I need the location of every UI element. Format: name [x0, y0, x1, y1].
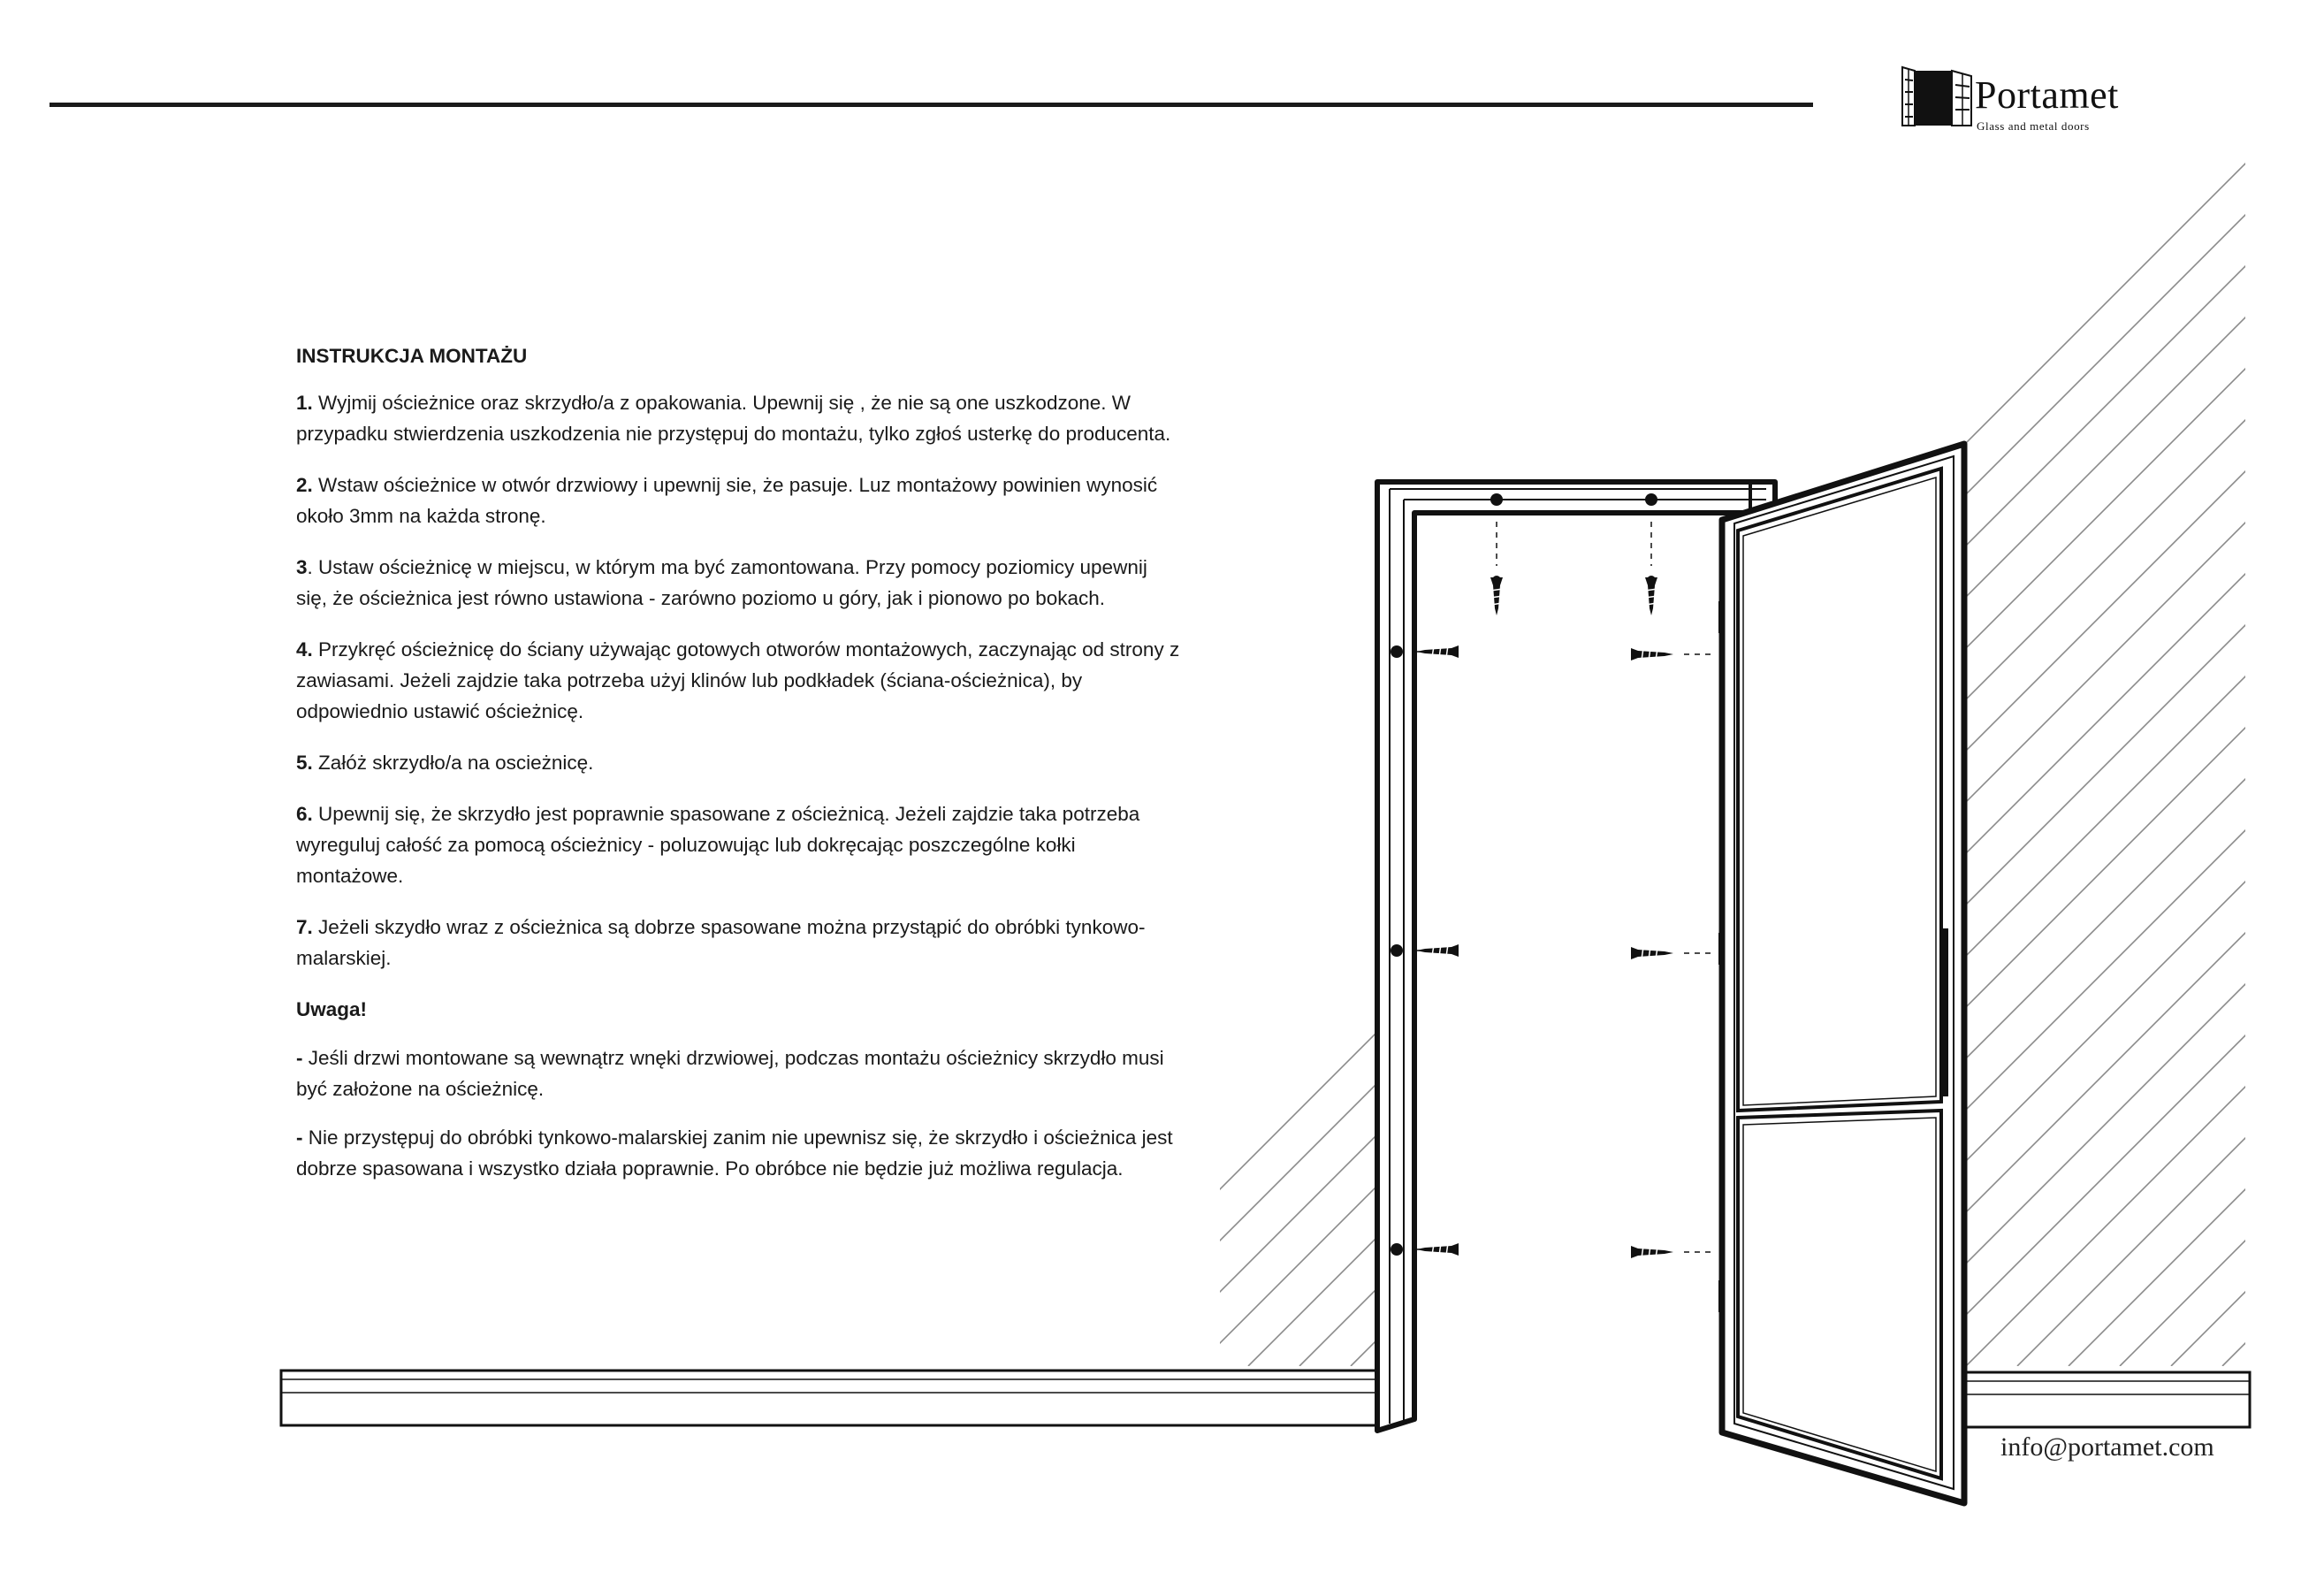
step-text: Załóż skrzydło/a na oscieżnicę.: [318, 752, 594, 774]
step-number: 1.: [296, 392, 313, 414]
step-text: Wyjmij ościeżnice oraz skrzydło/a z opakowania. Upewnij się , że nie są one uszkodzone. W przypadku stwierdzenia uszkodzenia nie przystępuj do montażu, tylko zgłoś usterkę do producenta.: [296, 392, 1171, 445]
step-text: Upewnij się, że skrzydło jest poprawnie spasowane z ościeżnicą. Jeżeli zajdzie taka potrzeba wyreguluj całość za pomocą ościeżnicy - poluzowując lub dokręcając poszczególne kołki montażowe.: [296, 803, 1140, 887]
brand-name: Portamet: [1975, 73, 2119, 117]
step-text: . Ustaw ościeżnicę w miejscu, w którym ma być zamontowana. Przy pomocy poziomicy upewnij się, że ościeżnica jest równo ustawiona - zarówno poziomo u góry, jak i pionowo po bokach.: [296, 556, 1147, 609]
step-number: 4.: [296, 638, 313, 661]
warning-title: Uwaga!: [296, 998, 368, 1020]
hatch-line: [2274, 128, 2324, 1366]
step-number: 3: [296, 556, 308, 578]
brand-tagline: Glass and metal doors: [1977, 119, 2090, 133]
instructions-title: INSTRUKCJA MONTAŻU: [296, 345, 528, 367]
hatch-line: [2120, 128, 2324, 1366]
step-number: 6.: [296, 803, 313, 825]
note-dash: -: [296, 1047, 303, 1069]
hatch-line: [1915, 128, 2324, 1366]
contact-email: info@portamet.com: [2000, 1432, 2214, 1462]
step-number: 2.: [296, 474, 313, 496]
step-text: Wstaw ościeżnice w otwór drzwiowy i upewnij sie, że pasuje. Luz montażowy powinien wynosić około 3mm na każda stronę.: [296, 474, 1158, 527]
hatch-line: [2069, 128, 2324, 1366]
hatch-line: [2017, 128, 2324, 1366]
step-number: 5.: [296, 752, 313, 774]
note-text: Nie przystępuj do obróbki tynkowo-malarskiej zanim nie upewnisz się, że skrzydło i ościeżnica jest dobrze spasowana i wszystko działa poprawnie. Po obróbce nie będzie już możliwa regulacja.: [296, 1126, 1173, 1180]
step-text: Jeżeli skzydło wraz z ościeżnica są dobrze spasowane można przystąpić do obróbki tynkowo-malarskiej.: [296, 916, 1146, 969]
step-text: Przykręć ościeżnicę do ściany używając gotowych otworów montażowych, zaczynając od strony z zawiasami. Jeżeli zajdzie taka potrzeba użyj klinów lub podkładek (ściana-ościeżnica), by odpowiednio ustawić ościeżnicę.: [296, 638, 1180, 722]
step-number: 7.: [296, 916, 313, 938]
door-leaf: [1718, 444, 1964, 1503]
note-dash: -: [296, 1126, 303, 1149]
note-text: Jeśli drzwi montowane są wewnątrz wnęki drzwiowej, podczas montażu ościeżnicy skrzydło musi być założone na ościeżnicę.: [296, 1047, 1164, 1100]
hatch-line: [1966, 128, 2324, 1366]
hatch-line: [2171, 128, 2324, 1366]
hatch-line: [2222, 128, 2324, 1366]
